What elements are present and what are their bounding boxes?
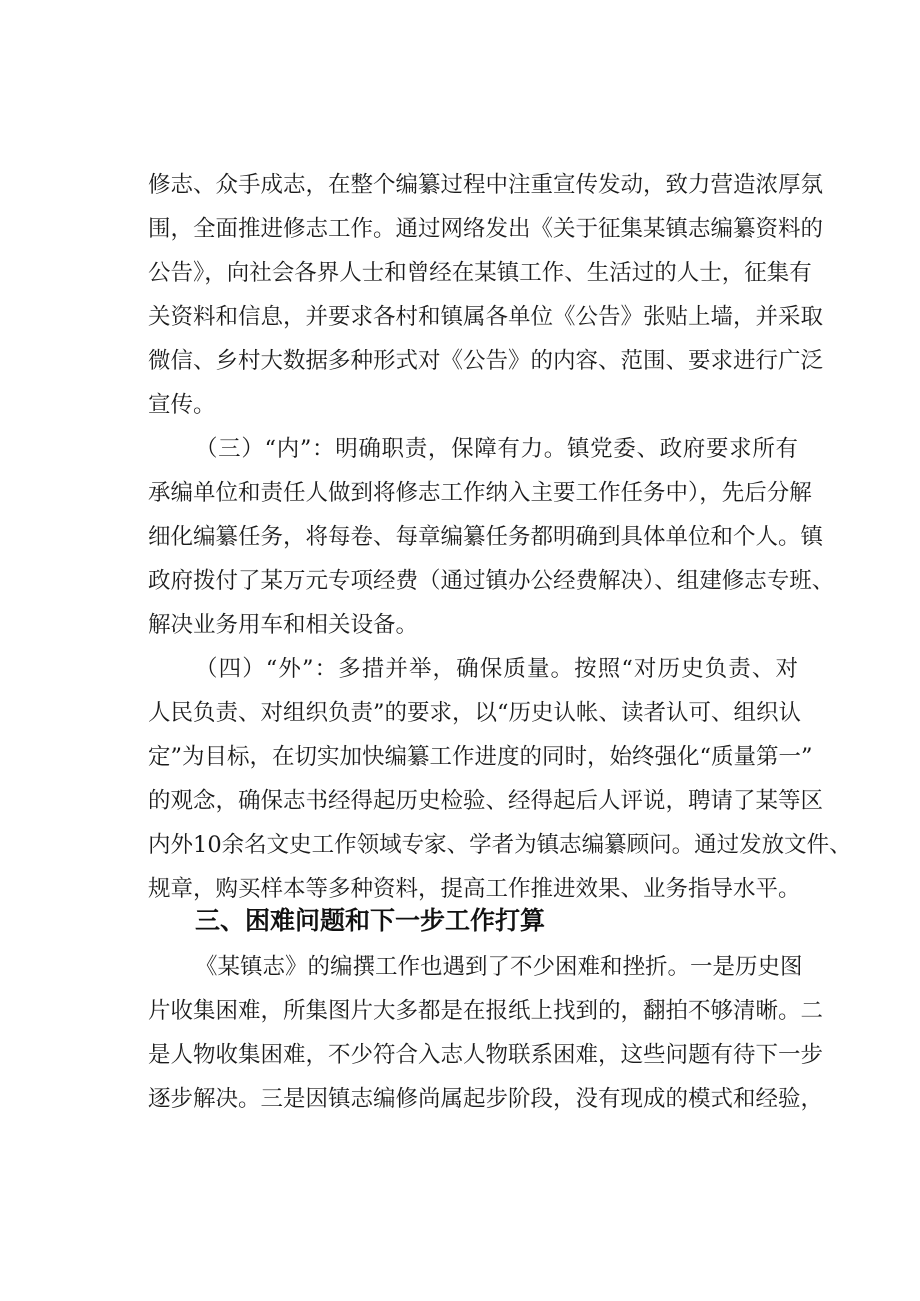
paragraph-line: 规章，购买样本等多种资料，提高工作推进效果、业务指导水平。 xyxy=(148,876,801,902)
paragraph-line: 逐步解决。三是因镇志编修尚属起步阶段，没有现成的模式和经验， xyxy=(148,1086,824,1112)
paragraph-line: 承编单位和责任人做到将修志工作纳入主要工作任务中），先后分解 xyxy=(148,480,812,506)
paragraph-line: 定”为目标，在切实加快编纂工作进度的同时，始终强化“质量第一” xyxy=(148,744,813,770)
paragraph-line: （三）“内”：明确职责，保障有力。镇党委、政府要求所有 xyxy=(195,436,798,462)
paragraph-line: 围，全面推进修志工作。通过网络发出《关于征集某镇志编纂资料的 xyxy=(148,216,824,242)
paragraph-line: 关资料和信息，并要求各村和镇属各单位《公告》张贴上墙，并采取 xyxy=(148,304,824,330)
section-heading: 三、困难问题和下一步工作打算 xyxy=(195,906,546,935)
paragraph-line: 宣传。 xyxy=(148,392,216,418)
paragraph-line: 是人物收集困难，不少符合入志人物联系困难，这些问题有待下一步 xyxy=(148,1042,824,1068)
paragraph-line: 微信、乡村大数据多种形式对《公告》的内容、范围、要求进行广泛 xyxy=(148,348,824,374)
paragraph-line: （四）“外”：多措并举，确保质量。按照“对历史负责、对 xyxy=(195,656,798,682)
paragraph-line: 的观念，确保志书经得起历史检验、经得起后人评说，聘请了某等区 xyxy=(148,788,824,814)
paragraph-line: 《某镇志》的编撰工作也遇到了不少困难和挫折。一是历史图 xyxy=(195,954,803,980)
paragraph-line: 公告》，向社会各界人士和曾经在某镇工作、生活过的人士，征集有 xyxy=(148,260,812,286)
paragraph-line: 片收集困难，所集图片大多都是在报纸上找到的，翻拍不够清晰。二 xyxy=(148,998,824,1024)
paragraph-line: 政府拨付了某万元专项经费（通过镇办公经费解决）、组建修志专班、 xyxy=(148,568,835,594)
paragraph-line: 修志、众手成志，在整个编纂过程中注重宣传发动，致力营造浓厚氛 xyxy=(148,172,824,198)
paragraph-line: 内外10余名文史工作领域专家、学者为镇志编纂顾问。通过发放文件、 xyxy=(148,832,852,858)
paragraph-line: 细化编纂任务，将每卷、每章编纂任务都明确到具体单位和个人。镇 xyxy=(148,524,824,550)
paragraph-line: 人民负责、对组织负责”的要求，以“历史认帐、读者认可、组织认 xyxy=(148,700,802,726)
paragraph-line: 解决业务用车和相关设备。 xyxy=(148,612,419,638)
